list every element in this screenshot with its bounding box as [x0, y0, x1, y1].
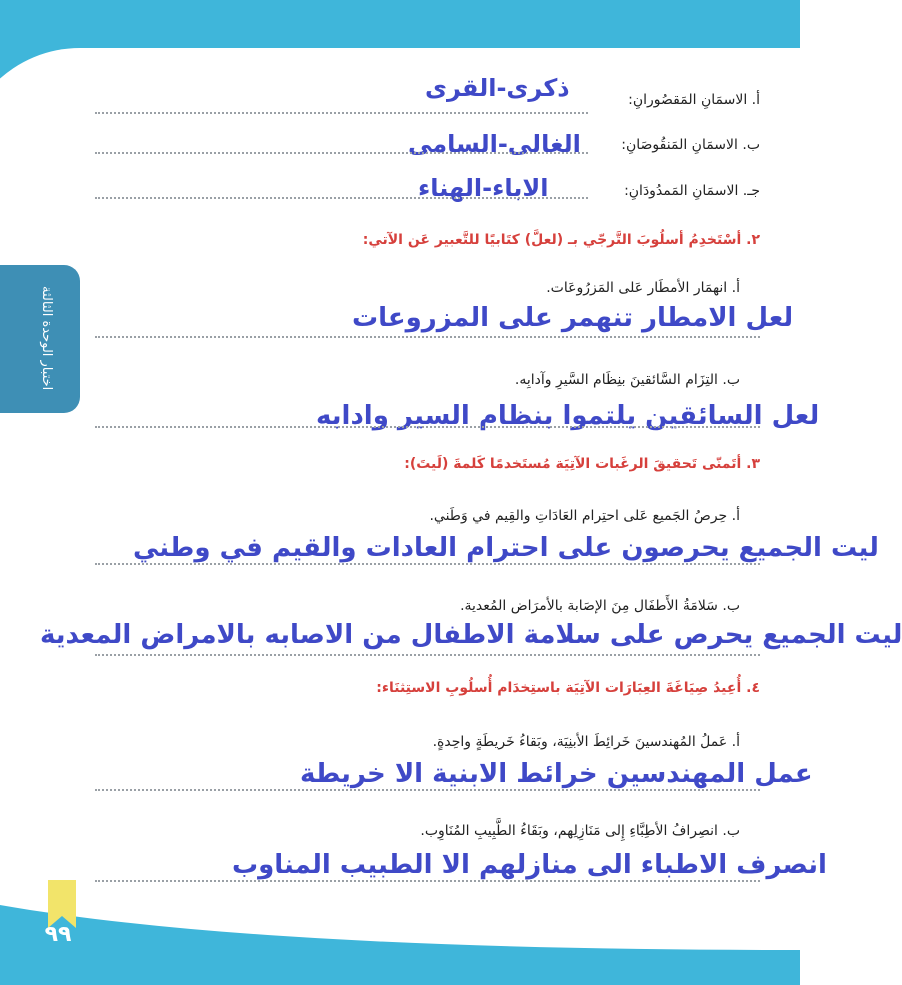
q2-a-answer-line	[95, 336, 760, 338]
q4-heading: ٤. أُعِيدُ صِيَاغَةَ العِبَارَات الآتِيَة باستِخدَام أُسلُوبِ الاستِثنَاء:	[376, 680, 760, 696]
q3-a-answer-line	[95, 563, 760, 565]
q1-b-answer: الغالى-السامى	[408, 130, 581, 158]
q2-a-prompt: أ. انهمَار الأمطَار عَلى المَزرُوعَات.	[546, 280, 740, 296]
section-side-tab-label: اختبار الوحدة الثالثة	[39, 285, 54, 391]
q3-b-prompt: ب. سَلامَةُ الأَطفَال مِنَ الإصَابة بالأمرَاض المُعدية.	[460, 598, 740, 614]
bottom-wave	[0, 895, 800, 985]
q1-c-answer: الاباء-الهناء	[418, 174, 549, 202]
q1-a-answer-line	[95, 112, 588, 114]
q2-heading: ٢. أسْتَخدِمُ أسلُوبَ التَّرجّي بـ (لعلَّ) كتَابيًا للتَّعبير عَن الآتي:	[362, 232, 760, 248]
q1-b-answer-line	[95, 152, 588, 154]
q4-b-prompt: ب. انصِرافُ الأطِبَّاءِ إِلى مَنَازِلِهم، وبَقَاءُ الطَّبِيبِ المُنَاوِب.	[420, 823, 740, 839]
q1-b-prompt: ب. الاسمَانِ المَنقُوصَانِ:	[621, 137, 760, 153]
q4-a-answer-line	[95, 789, 760, 791]
q3-a-answer: ليت الجميع يحرصون على احترام العادات والقيم في وطني	[133, 533, 879, 563]
q1-a-answer: ذكرى-القرى	[425, 74, 570, 102]
q4-a-answer: عمل المهندسين خرائط الابنية الا خريطة	[300, 759, 813, 789]
q2-b-prompt: ب. التِزَام السَّائقينَ بنِظَام السَّيرِ وآدابِه.	[514, 372, 740, 388]
q4-b-answer: انصرف الاطباء الى منازلهم الا الطبيب المناوب	[232, 850, 827, 880]
q2-b-answer-line	[95, 426, 760, 428]
q2-b-answer: لعل السائقين يلتموا بنظام السير وادابه	[316, 401, 820, 431]
q4-b-answer-line	[95, 880, 760, 882]
q3-heading: ٣. أتَمنّى تَحقيقَ الرغَبات الآتِيَة مُستَخدمًا كَلمةَ (لَيتَ):	[404, 456, 760, 472]
q3-a-prompt: أ. حِرصُ الجَميع عَلى احتِرام العَادَاتِ والقِيم في وَطَني.	[429, 508, 740, 524]
q2-a-answer: لعل الامطار تنهمر على المزروعات	[352, 303, 794, 333]
page-bookmark-icon	[44, 880, 80, 928]
q1-c-prompt: جـ. الاسمَانِ المَمدُودَانِ:	[624, 183, 760, 199]
q3-b-answer-line	[95, 654, 760, 656]
q1-a-prompt: أ. الاسمَانِ المَقصُورانِ:	[628, 92, 760, 108]
q1-c-answer-line	[95, 197, 588, 199]
q4-a-prompt: أ. عَملُ المُهندسينَ خَرائِطَ الأبنِيَة، وبَقاءُ خَريطَةٍ واحِدةٍ.	[432, 734, 740, 750]
q3-b-answer: ليت الجميع يحرص على سلامة الاطفال من الاصابه بالامراض المعدية	[40, 620, 902, 650]
page-number: ٩٩	[44, 922, 72, 947]
